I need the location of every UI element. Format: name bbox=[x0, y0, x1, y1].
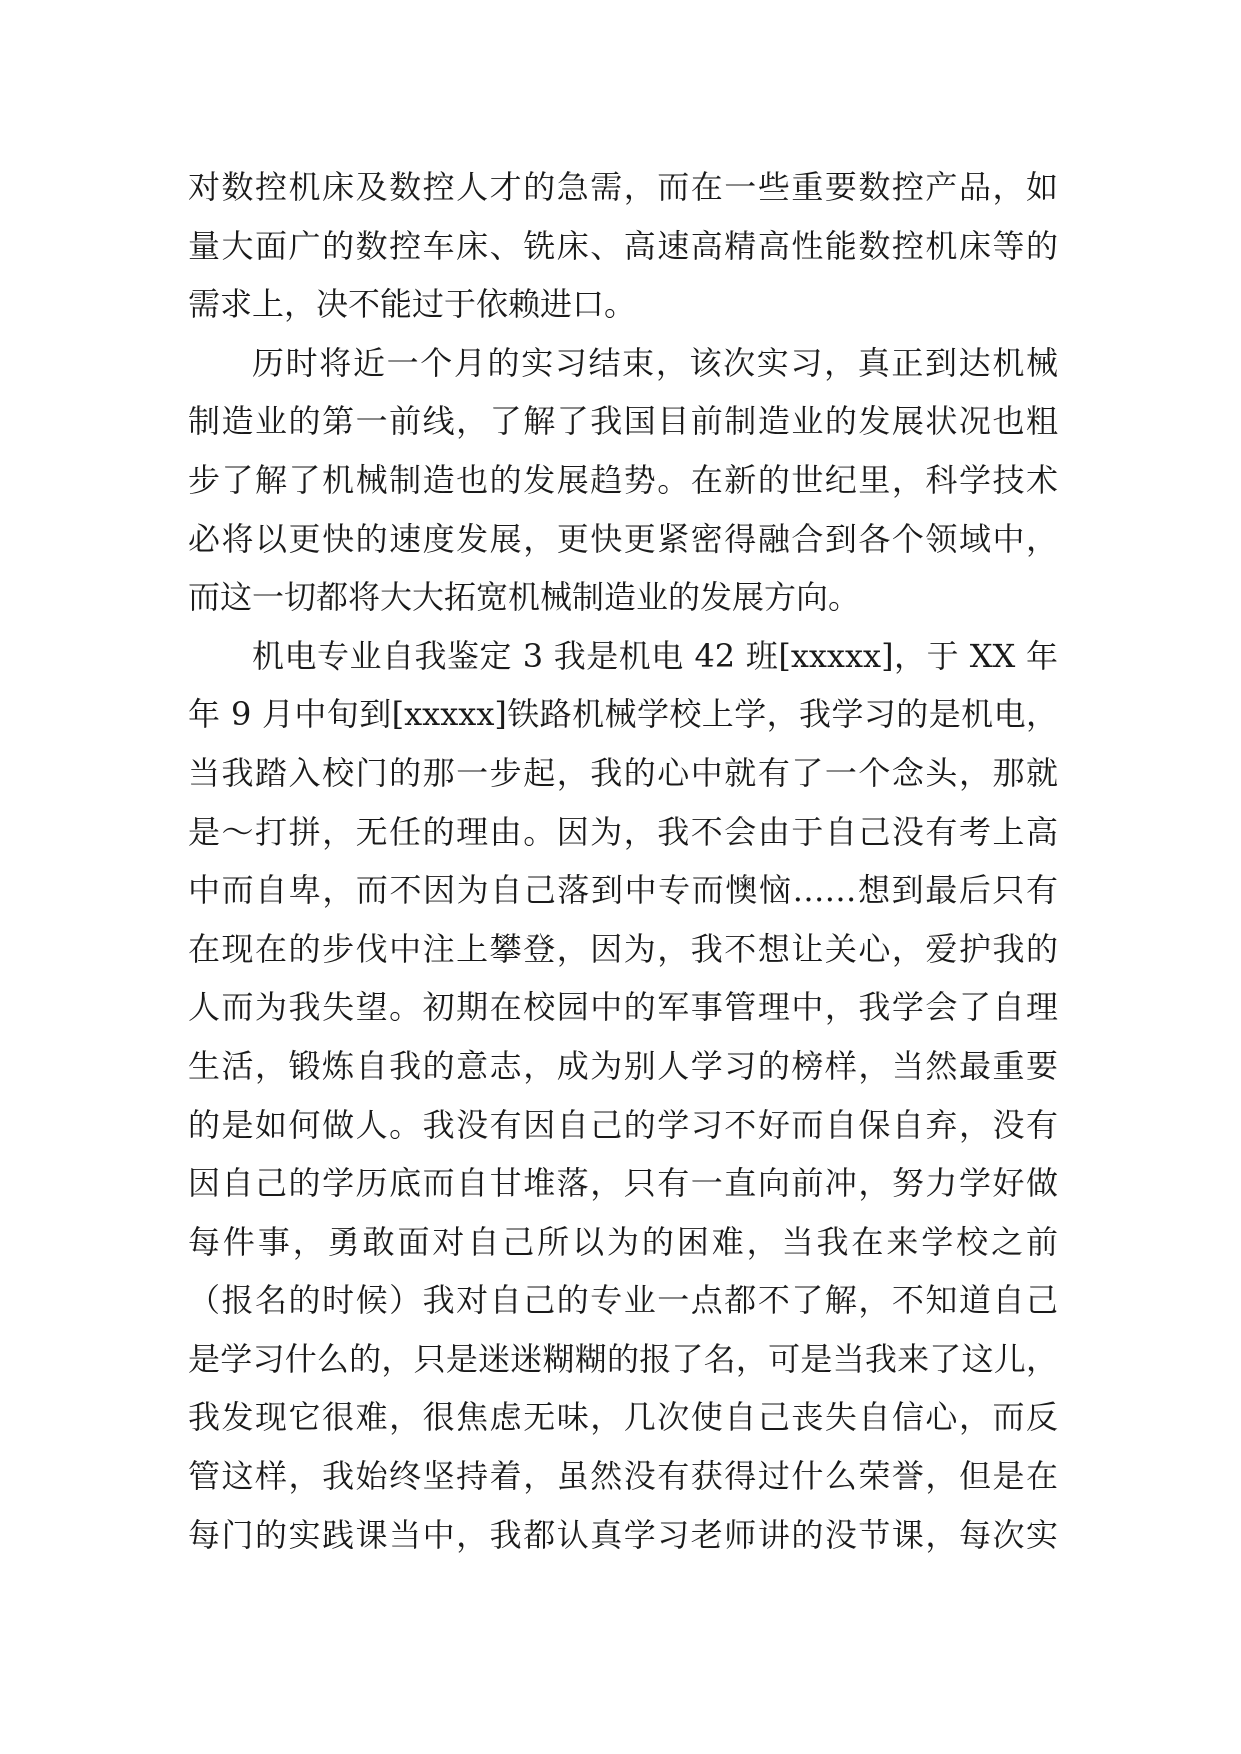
text-line: 因自己的学历底而自甘堆落，只有一直向前冲，努力学好做 bbox=[188, 1164, 1058, 1203]
text-line: 人而为我失望。初期在校园中的军事管理中，我学会了自理 bbox=[188, 988, 1058, 1027]
text-line: 我发现它很难，很焦虑无味，几次使自己丧失自信心，而反 bbox=[188, 1398, 1058, 1437]
text-line: 机电专业自我鉴定 3 我是机电 42 班[xxxxx]，于 XX 年 bbox=[252, 636, 1058, 675]
text-line: 管这样，我始终坚持着，虽然没有获得过什么荣誉，但是在 bbox=[188, 1457, 1058, 1496]
text-line: 生活，锻炼自我的意志，成为别人学习的榜样，当然最重要 bbox=[188, 1046, 1058, 1085]
paragraph-2 bbox=[188, 334, 1058, 627]
text-line: 对数控机床及数控人才的急需，而在一些重要数控产品，如 bbox=[188, 168, 1058, 206]
text-line: （报名的时候）我对自己的专业一点都不了解，不知道自己 bbox=[188, 1281, 1058, 1320]
text-line: 是学习什么的，只是迷迷糊糊的报了名，可是当我来了这儿， bbox=[188, 1339, 1058, 1378]
text-line: 是～打拼，无任的理由。因为，我不会由于自己没有考上高 bbox=[188, 812, 1058, 851]
document-body bbox=[188, 158, 1058, 1564]
text-line: 步了解了机械制造也的发展趋势。在新的世纪里，科学技术 bbox=[188, 460, 1058, 499]
text-line: 在现在的步伐中注上攀登，因为，我不想让关心，爱护我的 bbox=[188, 929, 1058, 968]
text-line: 当我踏入校门的那一步起，我的心中就有了一个念头，那就 bbox=[188, 753, 1058, 792]
paragraph-1 bbox=[188, 158, 1058, 334]
text-line: 必将以更快的速度发展，更快更紧密得融合到各个领域中， bbox=[188, 519, 1058, 558]
text-line: 量大面广的数控车床、铣床、高速高精高性能数控机床等的 bbox=[188, 226, 1058, 265]
text-line: 而这一切都将大大拓宽机械制造业的发展方向。 bbox=[188, 578, 861, 617]
text-line: 中而自卑，而不因为自己落到中专而懊恼……想到最后只有 bbox=[188, 871, 1058, 910]
paragraph-3 bbox=[188, 627, 1058, 1565]
text-line: 制造业的第一前线，了解了我国目前制造业的发展状况也粗 bbox=[188, 402, 1058, 441]
text-line: 的是如何做人。我没有因自己的学习不好而自保自弃，没有 bbox=[188, 1105, 1058, 1144]
text-line: 需求上，决不能过于依赖进口。 bbox=[188, 285, 637, 324]
text-line: 每门的实践课当中，我都认真学习老师讲的没节课，每次实 bbox=[188, 1515, 1058, 1554]
text-line: 年 9 月中旬到[xxxxx]铁路机械学校上学，我学习的是机电， bbox=[188, 695, 1058, 734]
text-line: 每件事，勇敢面对自己所以为的困难，当我在来学校之前 bbox=[188, 1222, 1058, 1261]
text-line: 历时将近一个月的实习结束，该次实习，真正到达机械 bbox=[252, 343, 1058, 382]
